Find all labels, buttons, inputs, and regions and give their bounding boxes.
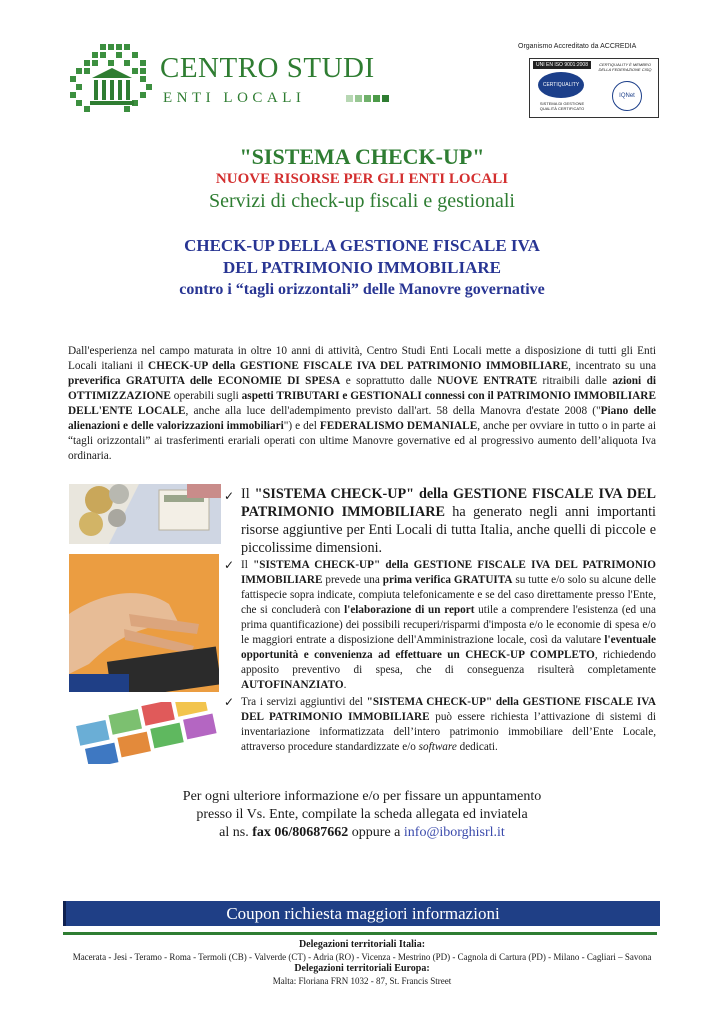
intro-bold: preverifica GRATUITA delle ECONOMIE DI SPESA <box>68 375 341 387</box>
bullet-bold: prima verifica GRATUITA <box>382 574 513 586</box>
bullet-text: Il <box>241 559 254 571</box>
logo-subtitle: ENTI LOCALI <box>163 90 306 106</box>
intro-text: operabili sugli <box>170 390 242 402</box>
badge-iso: UNI EN ISO 9001:2008 <box>533 61 591 69</box>
bullet-text: prevede una <box>322 574 383 586</box>
stacked-cards-photo <box>69 702 221 764</box>
bullet-text: utile a comprendere l'esistenza (ed una prima quantificazione) dei possibili recuperi/risparmi d'imposta e/o le economie di spesa e/o le maggiori entrate a disposizione dell'Amministrazione locale, così da valutare <box>241 604 656 646</box>
coupon-banner[interactable] <box>63 901 660 926</box>
coins-calculator-photo <box>69 484 221 544</box>
certiquality-logo-icon: CERTIQUALITY <box>538 72 584 98</box>
logo-title: CENTRO STUDI <box>160 52 375 84</box>
intro-text: , anche per ovviare in tutto o in parte ai “tagli orizzontali” ai trasferimenti erariali operati con ultime Manovre governative ed al progressivo aumento dell’aliquota Iva ordinaria. <box>68 420 656 462</box>
footer-italy-heading: Delegazioni territoriali Italia: <box>298 939 426 950</box>
intro-text: ") e del <box>283 420 320 432</box>
footer-europe-heading: Delegazioni territoriali Europa: <box>294 963 430 974</box>
checkup-heading-line2: DEL PATRIMONIO IMMOBILIARE <box>222 258 501 277</box>
intro-bold: Piano delle alienazioni e delle valorizzazioni immobiliari <box>68 405 656 432</box>
bullet-text: Il <box>241 486 255 502</box>
bullet-text: dedicati. <box>456 741 498 753</box>
intro-bold: aspetti TRIBUTARI e GESTIONALI connessi con il PATRIMONIO IMMOBILIARE DELL'ENTE LOCALE <box>68 390 656 417</box>
intro-text: e soprattutto dalle <box>340 375 438 387</box>
logo-grid-icon <box>70 44 154 114</box>
intro-text: Dall'esperienza nel campo maturata in oltre 10 anni di attività, Centro Studi Enti Locali mette a disposizione di tutti gli Enti Locali italiani il <box>68 345 656 372</box>
contact-text: oppure a <box>348 825 404 840</box>
intro-bold: NUOVE ENTRATE <box>437 375 538 387</box>
intro-paragraph <box>68 344 656 464</box>
contact-text: al ns. <box>219 825 253 840</box>
main-title: "SISTEMA CHECK-UP" <box>239 144 485 169</box>
logo-dots-icon <box>346 95 390 103</box>
accreditation-label: Organismo Accreditato da ACCREDIA <box>518 43 637 50</box>
bullet-item-2 <box>224 558 657 693</box>
bullet-bold: AUTOFINANZIATO <box>241 679 344 691</box>
subtitle-green: Servizi di check-up fiscali e gestionali <box>208 190 515 212</box>
checkmark-icon: ✓ <box>224 695 235 709</box>
bullet-italic: software <box>418 741 457 753</box>
intro-bold: CHECK-UP della GESTIONE FISCALE IVA DEL PATRIMONIO IMMOBILIARE <box>148 360 569 372</box>
bullet-bold: l'elaborazione di un report <box>344 604 475 616</box>
checkup-heading-line1: CHECK-UP DELLA GESTIONE FISCALE IVA <box>184 236 540 255</box>
green-divider <box>63 932 657 935</box>
bullet-text: può essere richiesta l’attivazione di sistemi di inventariazione informatizzata dell’intero patrimonio immobiliare dell’Ente Locale, attraverso procedure standardizzate e/o <box>241 711 656 753</box>
hand-calculator-photo <box>69 554 219 692</box>
contact-line-2: presso il Vs. Ente, compilate la scheda allegata ed inviatela <box>196 807 528 822</box>
bullet-text: . <box>343 679 347 691</box>
intro-text: , incentrato su una <box>568 360 656 372</box>
badge-cisq: CERTIQUALITY È MEMBRO DELLA FEDERAZIONE CISQ <box>598 62 652 72</box>
bullet-text: , richiedendo apposito preventivo di spesa, che di conseguenza risulterà completamente <box>241 649 656 676</box>
checkup-heading-line3: contro i “tagli orizzontali” delle Manovre governative <box>179 281 545 298</box>
checkmark-icon: ✓ <box>224 489 235 503</box>
checkmark-icon: ✓ <box>224 558 235 572</box>
intro-bold: FEDERALISMO DEMANIALE <box>319 420 478 432</box>
bullet-bold: "SISTEMA CHECK-UP" della GESTIONE FISCALE IVA DEL PATRIMONIO IMMOBILIARE <box>241 559 656 586</box>
fax-number: fax 06/80687662 <box>252 825 349 840</box>
intro-text: , anche alla luce dell'adempimento previsto dall'art. 58 della Manovra d'estate 2008 (" <box>185 405 601 417</box>
bullet-text: su tutte e/o solo su alcune delle fattispecie sopra indicate, compiuta telefonicamente e se del caso direttamente presso l'Ente, che si concluderà con <box>241 574 657 616</box>
intro-text: ritraibili dalle <box>537 375 613 387</box>
subtitle-red: NUOVE RISORSE PER GLI ENTI LOCALI <box>215 171 509 187</box>
bullet-item-3 <box>224 695 656 755</box>
coupon-label: Coupon richiesta maggiori informazioni <box>226 904 500 923</box>
iqnet-logo-icon: IQNet <box>612 81 642 111</box>
bullet-bold: l'eventuale opportunità e convenienza ad effettuare un CHECK-UP COMPLETO <box>241 634 656 661</box>
badge-quality-system: SISTEMA DI GESTIONE QUALITÀ CERTIFICATO <box>539 101 585 111</box>
contact-block <box>0 788 724 842</box>
contact-line-1: Per ogni ulteriore informazione e/o per fissare un appuntamento <box>182 789 542 804</box>
bullet-bold: "SISTEMA CHECK-UP" della GESTIONE FISCALE IVA DEL PATRIMONIO IMMOBILIARE <box>241 486 656 520</box>
footer-europe-list: Malta: Floriana FRN 1032 - 87, St. Francis Street <box>272 976 452 986</box>
contact-line-3 <box>0 824 724 842</box>
email-link[interactable]: info@iborghisrl.it <box>403 825 505 840</box>
intro-bold: azioni di OTTIMIZZAZIONE <box>68 375 656 402</box>
footer-italy-list: Macerata - Jesi - Teramo - Roma - Termoli (CB) - Valverde (CT) - Adria (RO) - Vicenza - Mestrino (PD) - Cagnola di Cartura (PD) - Milano - Cagliari – Savona <box>72 952 652 962</box>
bullet-text: Tra i servizi aggiuntivi del <box>241 696 367 708</box>
bullet-bold: "SISTEMA CHECK-UP" della GESTIONE FISCALE IVA DEL PATRIMONIO IMMOBILIARE <box>241 696 656 723</box>
footer <box>0 939 724 987</box>
certification-badges <box>529 58 659 118</box>
bullet-item-1 <box>224 485 656 557</box>
bullet-text: ha generato negli anni importanti risorse aggiuntive per Enti Locali di tutta Italia, anche quelli di piccole e piccolissime dimensioni. <box>241 504 656 556</box>
